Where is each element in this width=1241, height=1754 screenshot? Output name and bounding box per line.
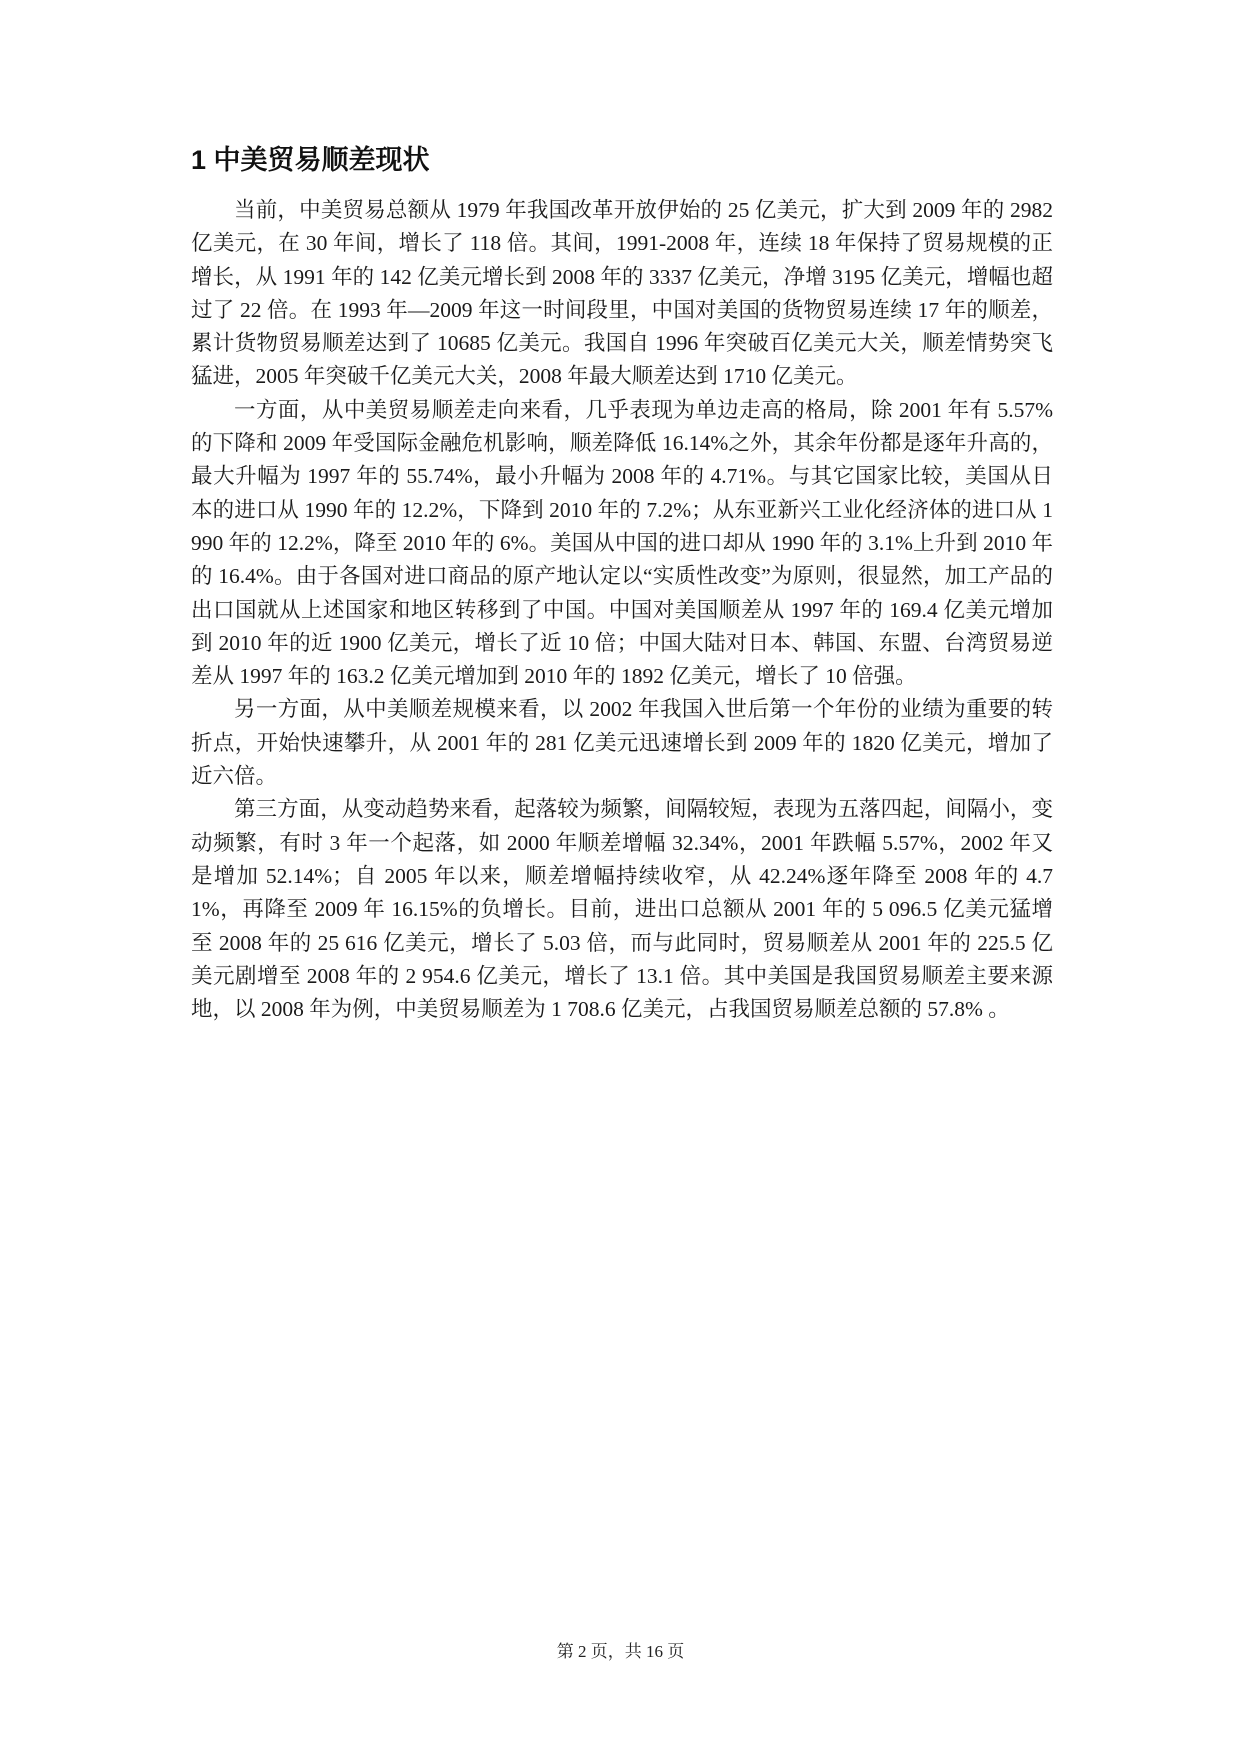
paragraph-current-status: 当前，中美贸易总额从 1979 年我国改革开放伊始的 25 亿美元，扩大到 2009 年的 2982 亿美元，在 30 年间，增长了 118 倍。其间，1991-2008 年，连续 18 年保持了贸易规模的正增长，从 1991 年的 142 亿美元增长到 2008 年的 3337 亿美元，净增 3195 亿美元，增幅也超过了 22 倍。在 1993 年—2009 年这一时间段里，中国对美国的货物贸易连续 17 年的顺差，累计货物贸易顺差达到了 10685 亿美元。我国自 1996 年突破百亿美元大关，顺差情势突飞猛进，2005 年突破千亿美元大关，2008 年最大顺差达到 1710 亿美元。 [191,198,1053,389]
paragraph-volatility: 第三方面，从变动趋势来看，起落较为频繁，间隔较短，表现为五落四起，间隔小，变动频繁，有时 3 年一个起落，如 2000 年顺差增幅 32.34%，2001 年跌幅 5.57%，2002 年又是增加 52.14%；自 2005 年以来，顺差增幅持续收窄，从 42.24%逐年降至 2008 年的 4.71%，再降至 2009 年 16.15%的负增长。目前，进出口总额从 2001 年的 5 096.5 亿美元猛增至 2008 年的 25 616 亿美元，增长了 5.03 倍，而与此同时，贸易顺差从 2001 年的 225.5 亿美元剧增至 2008 年的 2 954.6 亿美元，增长了 13.1 倍。其中美国是我国贸易顺差主要来源地，以 2008 年为例，中美贸易顺差为 1 708.6 亿美元，占我国贸易顺差总额的 57.8% 。 [191,797,1053,1022]
paragraph-surplus-scale: 另一方面，从中美顺差规模来看，以 2002 年我国入世后第一个年份的业绩为重要的转折点，开始快速攀升，从 2001 年的 281 亿美元迅速增长到 2009 年的 1820 亿美元，增加了近六倍。 [191,697,1053,789]
page-number-footer: 第 2 页，共 16 页 [556,1642,685,1661]
paragraph-trend-direction: 一方面，从中美贸易顺差走向来看，几乎表现为单边走高的格局，除 2001 年有 5.57%的下降和 2009 年受国际金融危机影响，顺差降低 16.14%之外，其余年份都是逐年升高的，最大升幅为 1997 年的 55.74%，最小升幅为 2008 年的 4.71%。与其它国家比较，美国从日本的进口从 1990 年的 12.2%，下降到 2010 年的 7.2%；从东亚新兴工业化经济体的进口从 1990 年的 12.2%，降至 2010 年的 6%。美国从中国的进口却从 1990 年的 3.1%上升到 2010 年的 16.4%。由于各国对进口商品的原产地认定以“实质性改变”为原则，很显然，加工产品的出口国就从上述国家和地区转移到了中国。中国对美国顺差从 1997 年的 169.4 亿美元增加到 2010 年的近 1900 亿美元，增长了近 10 倍；中国大陆对日本、韩国、东盟、台湾贸易逆差从 1997 年的 163.2 亿美元增加到 2010 年的 1892 亿美元，增长了 10 倍强。 [191,397,1053,689]
page-content [191,140,1053,1026]
section-title: 1 中美贸易顺差现状 [191,145,430,175]
